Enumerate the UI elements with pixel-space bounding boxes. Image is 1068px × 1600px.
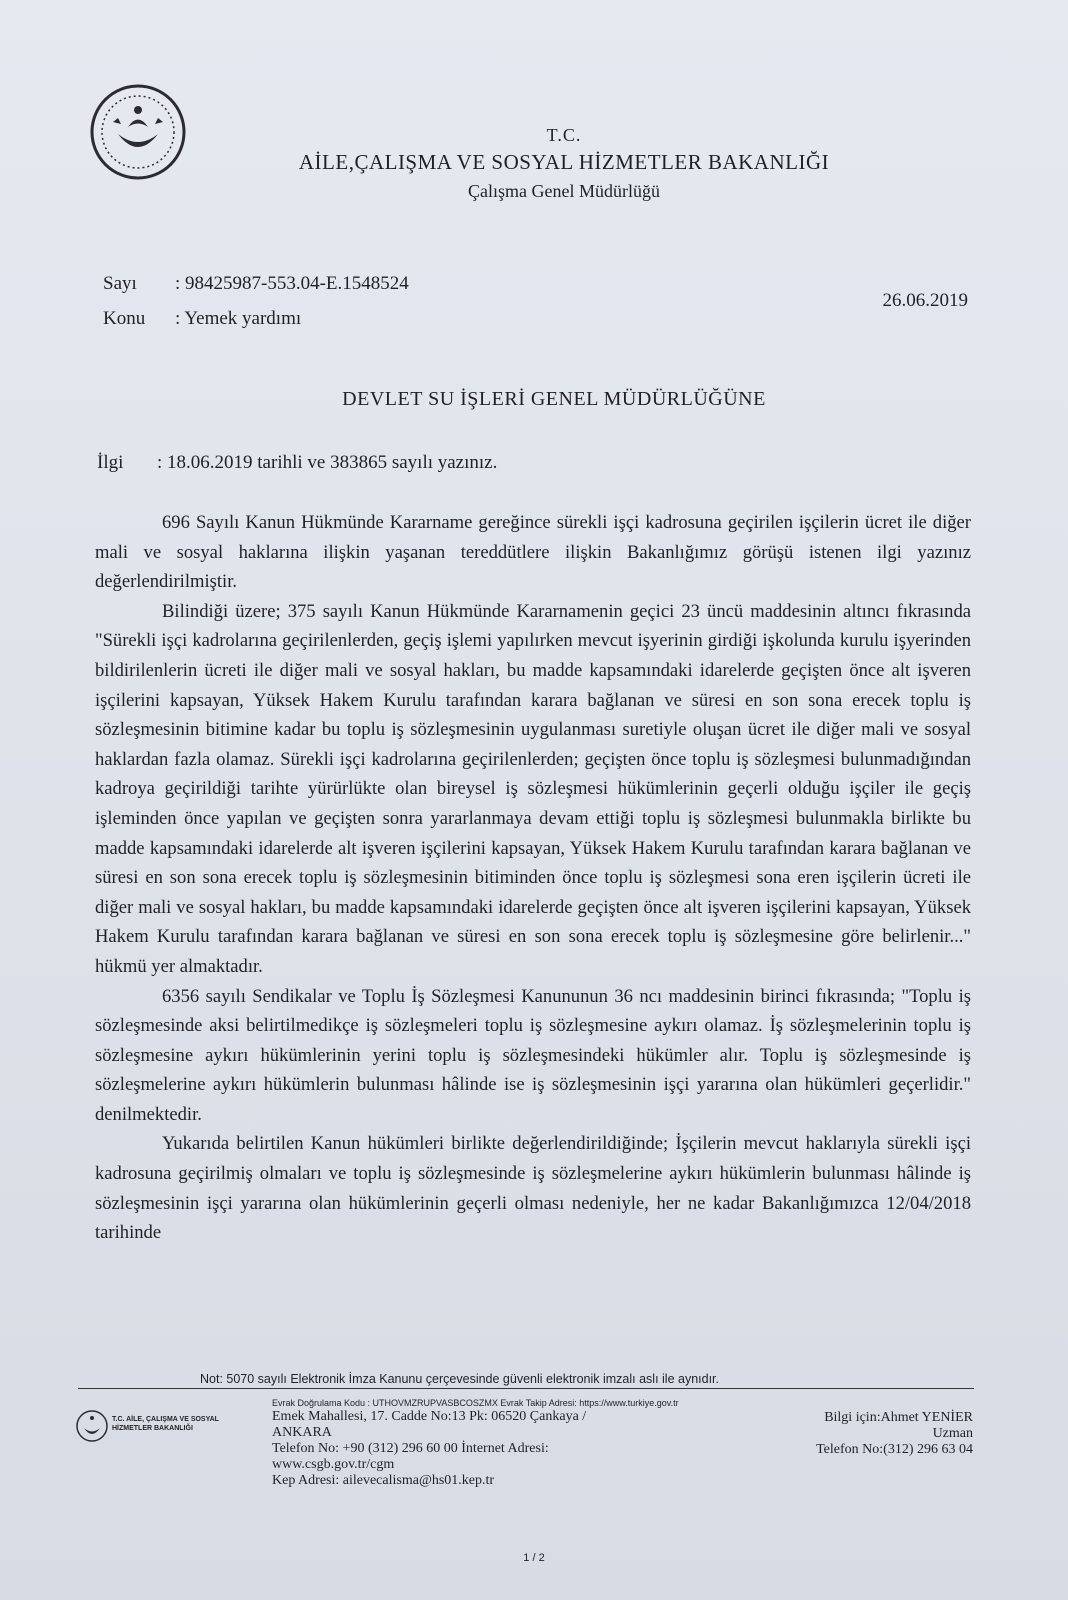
konu-value: : Yemek yardımı [175, 308, 302, 329]
konu-row [103, 308, 301, 330]
contact-phone: Telefon No:(312) 296 63 04 [816, 1442, 973, 1457]
sayi-label: Sayı [103, 273, 137, 294]
sayi-row [103, 273, 409, 295]
address-line-2: ANKARA [272, 1425, 332, 1440]
ilgi-value: : 18.06.2019 tarihli ve 383865 sayılı yazınız. [157, 452, 498, 473]
ilgi-label: İlgi [97, 452, 124, 473]
phone-line: Telefon No: +90 (312) 296 60 00 İnternet Adresi: [272, 1441, 549, 1456]
footer-divider [78, 1388, 974, 1389]
e-signature-note: Not: 5070 sayılı Elektronik İmza Kanunu çerçevesinde güvenli elektronik imzalı aslı ile aynıdır. [200, 1372, 720, 1386]
letter-body [95, 508, 971, 1248]
header-unit: Çalışma Genel Müdürlüğü [468, 181, 660, 201]
sayi-value: : 98425987-553.04-E.1548524 [175, 273, 409, 294]
address-line-1: Emek Mahallesi, 17. Cadde No:13 Pk: 06520 Çankaya / [272, 1409, 587, 1424]
ilgi-row [97, 452, 497, 474]
paragraph: Yukarıda belirtilen Kanun hükümleri birlikte değerlendirildiğinde; İşçilerin mevcut haklarıyla sürekli işçi kadrosuna geçirilmiş olmaları ve toplu iş sözleşmesinde iş sözleşmelerine aykırı hükümlerin bulunması hâlinde iş sözleşmesinin işçi yararına olan hükümlerinin geçerli olması nedeniyle, her ne kadar Bakanlığımızca 12/04/2018 tarihinde [95, 1133, 971, 1244]
letter-date: 26.06.2019 [882, 290, 968, 311]
verification-code: Evrak Doğrulama Kodu : UTHOVMZRUPVASBCOSZMX Evrak Takip Adresi: https://www.turkiye.gov.tr [272, 1398, 679, 1408]
footer-contact-block [816, 1410, 973, 1458]
recipient: DEVLET SU İŞLERİ GENEL MÜDÜRLÜĞÜNE [342, 388, 766, 410]
contact-name: Bilgi için:Ahmet YENİER [824, 1410, 973, 1425]
page-number: 1 / 2 [523, 1552, 545, 1564]
header-ministry: AİLE,ÇALIŞMA VE SOSYAL HİZMETLER BAKANLIĞI [298, 150, 830, 174]
website: www.csgb.gov.tr/cgm [272, 1457, 395, 1472]
footer-address-block [272, 1398, 679, 1489]
kep-address: Kep Adresi: ailevecalisma@hs01.kep.tr [272, 1473, 495, 1488]
footer-logo-icon [74, 1402, 110, 1450]
paragraph: Bilindiği üzere; 375 sayılı Kanun Hükmünde Kararnamenin geçici 23 üncü maddesinin altıncı fıkrasında "Sürekli işçi kadrolarına geçirilenlerden, geçiş işlemi yapılırken mevcut işyerinin girdiği işkolunda kurulu işyerinden bildirilenlerin ücreti ile diğer mali ve sosyal hakları, bu madde kapsamındaki idarelerde geçişten önce alt işveren işçilerini kapsayan, Yüksek Hakem Kurulu tarafından karara bağlanan ve süresi en son sona erecek toplu iş sözleşmesinin bitimine kadar bu toplu iş sözleşmesinin uygulanması suretiyle oluşan ücret ile diğer mali ve sosyal haklardan fazla olamaz. Sürekli işçi kadrolarına geçirilenlerden; geçişten önce toplu iş sözleşmesi bulunmadığından kadroya geçirildiği tarihte yürürlükte olan bireysel iş sözleşmesi hükümlerinin geçerli olduğu işçiler ile geçiş işleminden önce yapılan ve geçişten sonra yararlanmaya devam ettiği toplu iş sözleşmesi bulunmakla birlikte bu madde kapsamındaki idarelerde alt işveren işçilerini kapsayan, Yüksek Hakem Kurulu tarafından karara bağlanan ve süresi en son sona erecek toplu iş sözleşmesinin bitiminden önce toplu iş sözleşmesi sona eren işçilerin ücreti ile diğer mali ve sosyal hakları, bu madde kapsamındaki idarelerde geçişten önce alt işveren işçilerini kapsayan, Yüksek Hakem Kurulu tarafından karara bağlanan ve süresi en son sona erecek toplu iş sözleşmesine göre belirlenir..." hükmü yer almaktadır. [95, 600, 971, 977]
konu-label: Konu [103, 308, 146, 329]
contact-title: Uzman [932, 1426, 973, 1441]
header-tc: T.C. [546, 125, 582, 145]
letterhead [0, 125, 1068, 202]
paragraph: 696 Sayılı Kanun Hükmünde Kararname gereğince sürekli işçi kadrosuna geçirilen işçilerin ücret ile diğer mali ve sosyal haklarına ilişkin yaşanan tereddütlere ilişkin Bakanlığımız görüşü istenen ilgi yazınız değerlendirilmiştir. [95, 512, 971, 593]
footer-ministry-name: T.C. AİLE, ÇALIŞMA VE SOSYAL HİZMETLER BAKANLIĞI [112, 1416, 219, 1432]
paragraph: 6356 sayılı Sendikalar ve Toplu İş Sözleşmesi Kanununun 36 ncı maddesinin birinci fıkrasında; "Toplu iş sözleşmesinde aksi belirtilmedikçe iş sözleşmeleri toplu iş sözleşmesine aykırı olamaz. İş sözleşmelerinin toplu iş sözleşmesine aykırı hükümlerinin yerini toplu iş sözleşmesindeki hükümler alır. Toplu iş sözleşmesinde iş sözleşmelerine aykırı hükümlerin bulunması hâlinde ise iş sözleşmesinin işçi yararına olan hükümleri geçerlidir." denilmektedir. [95, 985, 971, 1125]
